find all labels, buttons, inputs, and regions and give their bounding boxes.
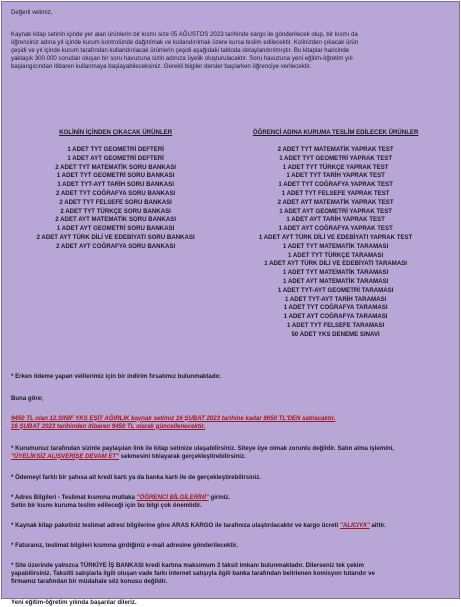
intro-line: Kaynak kitap setinin içinde yer alan ürünlerin bir kısmı size 05 AĞUSTOS 2023 tarihinde kargo ile gönderilecek olup, bir kısmı da <box>11 31 358 38</box>
shipping-paragraph <box>11 522 451 530</box>
list-item: 1 ADET TYT GEOMETRİ DEFTERİ <box>67 146 164 153</box>
intro-line: başlangıcından itibaren kullanmaya başlayabileceksiniz. Gerekli bilgiler dersler başlarken öğrenciye verilecektir. <box>11 63 312 70</box>
package-contents-title: KOLİNİN İÇİNDEN ÇIKACAK ÜRÜNLER <box>59 129 173 136</box>
list-item: 2 ADET TYT FELSEFE SORU BANKASI <box>59 198 172 206</box>
installment-text: firmamız tarafından bir müdahale söz konusu değildir. <box>11 577 168 585</box>
list-item: 1 ADET AYT GEOMETRİ DEFTERİ <box>67 154 164 162</box>
list-item: 1 ADET TYT-AYT TARİH TARAMASI <box>285 295 387 303</box>
purchase-link-paragraph <box>11 445 451 461</box>
list-item: 1 ADET AYT GEOMETRİ SORU BANKASI <box>56 225 175 233</box>
installment-text: * Site üzerinde yalnızca TÜRKİYE İŞ BANKASI kredi kartına maksimum 3 taksit imkanı bulunmaktadır. Dilerseniz tek çekim <box>11 561 364 569</box>
address-text: giriniz. <box>208 493 231 501</box>
list-item: 1 ADET AYT TÜRK DİLİ VE EDEBİYATI YAPRAK TEST <box>258 233 413 241</box>
list-item: 2 ADET TYT MATEMATİK YAPRAK TEST <box>277 146 394 153</box>
list-item: 1 ADET TYT TARİH YAPRAK TEST <box>286 172 385 180</box>
invoice-note: * Faturanız, teslimat bilgileri kısmına girdiğiniz e-mail adresine gönderilecektir. <box>11 541 238 549</box>
list-item: 2 ADET AYT MATEMATİK YAPRAK TEST <box>277 198 394 206</box>
purchase-link-text: * Kurumunuz tarafından sizinle paylaşılan link ile kitap setinize ulaşabilirsiniz. Siteye üye olmak zorunlu değildir. Satın alma işlemini, <box>11 444 394 452</box>
list-item: 1 ADET AYT TÜRK DİLİ VE EDEBİYATI TARAMASI <box>264 260 407 268</box>
list-item: 1 ADET TYT TÜRKÇE YAPRAK TEST <box>282 163 389 171</box>
installment-paragraph <box>11 562 451 586</box>
list-item: 1 ADET TYT COĞRAFYA YAPRAK TEST <box>278 181 393 189</box>
intro-paragraph <box>11 31 451 71</box>
letter-page <box>1 1 460 606</box>
list-item: 1 ADET AYT COĞRAFYA TARAMASI <box>283 313 388 321</box>
product-columns <box>11 129 451 340</box>
list-item: 1 ADET TYT TÜRKÇE TARAMASI <box>288 251 384 259</box>
early-payment-note: * Erken ödeme yapan velilerimiz için bir indirim fırsatımız bulunmaktadır. <box>11 372 221 380</box>
list-item: 1 ADET AYT COĞRAFYA YAPRAK TEST <box>278 225 393 233</box>
list-item: 2 ADET TYT TÜRKÇE SORU BANKASI <box>60 207 171 215</box>
list-item: 1 ADET TYT MATEMATİK TARAMASI <box>282 269 389 277</box>
purchase-link-text: sekmesini tıklayarak gerçekleştirebilirsiniz. <box>119 452 246 460</box>
list-item: 1 ADET TYT-AYT GEOMETRİ TARAMASI <box>277 286 394 294</box>
list-item: 1 ADET TYT FELSEFE YAPRAK TEST <box>281 189 390 197</box>
price-line: 9450 TL olan 12.SINIF YKS EŞİT AĞIRLIK kaynak setimiz 16 ŞUBAT 2023 tarihine kadar 8650 TL'DEN satılacaktır. <box>11 414 336 422</box>
payment-card-note: * Ödemeyi farklı bir şahısa ait kredi kartı ya da banka kartı ile de gerçekleştirebilirsiniz. <box>11 473 261 481</box>
list-item: 1 ADET AYT MATEMATİK TARAMASI <box>282 277 389 285</box>
list-item: 1 ADET TYT GEOMETRİ YAPRAK TEST <box>279 154 393 162</box>
price-notice <box>11 415 451 431</box>
address-paragraph <box>11 494 451 510</box>
greeting: Değerli velimiz, <box>11 9 53 16</box>
shipping-text: * Kaynak kitap paketiniz teslimat adresi bilgilerine göre ARAS KARGO ile tarafınıza ulaştırılacaktır ve kargo ücreti <box>11 521 340 529</box>
price-line: 16 ŞUBAT 2023 tarihinden itibaren 9450 TL olarak güncellenecektir. <box>11 422 206 430</box>
list-item: 50 ADET YKS DENEME SINAVI <box>291 330 380 338</box>
list-item: 2 ADET AYT TÜRK DİLİ VE EDEBİYATI SORU BANKASI <box>36 233 195 241</box>
list-item: 1 ADET AYT GEOMETRİ YAPRAK TEST <box>279 207 392 215</box>
receiver-pays-label: "ALICIYA" <box>339 521 370 529</box>
list-item: 2 ADET TYT MATEMATİK SORU BANKASI <box>55 163 176 171</box>
shipping-text: aittir. <box>369 521 386 529</box>
institution-delivery-column <box>220 129 451 340</box>
address-text: * Adres Bilgileri - Teslimat kısmına mutlaka <box>11 493 137 501</box>
student-info-label: "ÖĞRENCİ BİLGİLERİNİ" <box>136 493 209 501</box>
institution-delivery-title: ÖĞRENCİ ADINA KURUMA TESLİM EDİLECEK ÜRÜNLER <box>252 129 419 136</box>
list-item: 2 ADET AYT COĞRAFYA SORU BANKASI <box>56 242 176 250</box>
list-item: 2 ADET TYT COĞRAFYA SORU BANKASI <box>56 189 176 197</box>
guest-checkout-label: "ÜYELİKSİZ ALIŞVERİŞE DEVAM ET" <box>11 452 120 460</box>
intro-line: yaklaşık 300.000 sorudan oluşan bir soru havuzuna sizin adınıza üyelik oluşturulacaktır. Soru havuzuna yeni eğitim-öğretim yılı <box>11 55 353 62</box>
package-contents-column <box>11 129 220 340</box>
list-item: 1 ADET TYT MATEMATİK TARAMASI <box>282 242 389 250</box>
installment-text: yapabilirsiniz. Taksitli satışlarla ilgili oluşan vade farkı internet satışıyla ilgili banka tarafından belirlenen komisyon tutarıdır ve <box>11 569 375 577</box>
address-text: Setin bir kısmı kuruma teslim edileceği için bu bilgi çok önemlidir. <box>11 501 202 509</box>
list-item: 1 ADET TYT FELSEFE TARAMASI <box>287 321 385 329</box>
intro-line: çeşidi ve yıl içinde kurum tarafından kullandırılacak ürünlerin çeşidi aşağıdaki tabloda detaylandırılmıştır. Bu kitaplar haricinde <box>11 47 350 54</box>
list-item: 1 ADET TYT COĞRAFYA TARAMASI <box>283 304 388 312</box>
closing-line: Yeni eğitim-öğretim yılında başarılar dileriz. <box>11 598 137 606</box>
list-item: 1 ADET TYT-AYT TARİH SORU BANKASI <box>57 181 174 189</box>
list-item: 1 ADET AYT TARİH YAPRAK TEST <box>286 216 385 224</box>
intro-line: öğrenciniz adına yıl içinde kurum kontrolünde dağıtılmak ve kullandırılmak üzere kursa teslim edilecektir. Kolinizden çıkacak ürün <box>11 39 359 46</box>
according-label: Buna göre; <box>11 394 44 402</box>
list-item: 2 ADET AYT MATEMATİK SORU BANKASI <box>55 216 176 224</box>
list-item: 1 ADET TYT GEOMETRİ SORU BANKASI <box>56 172 175 180</box>
